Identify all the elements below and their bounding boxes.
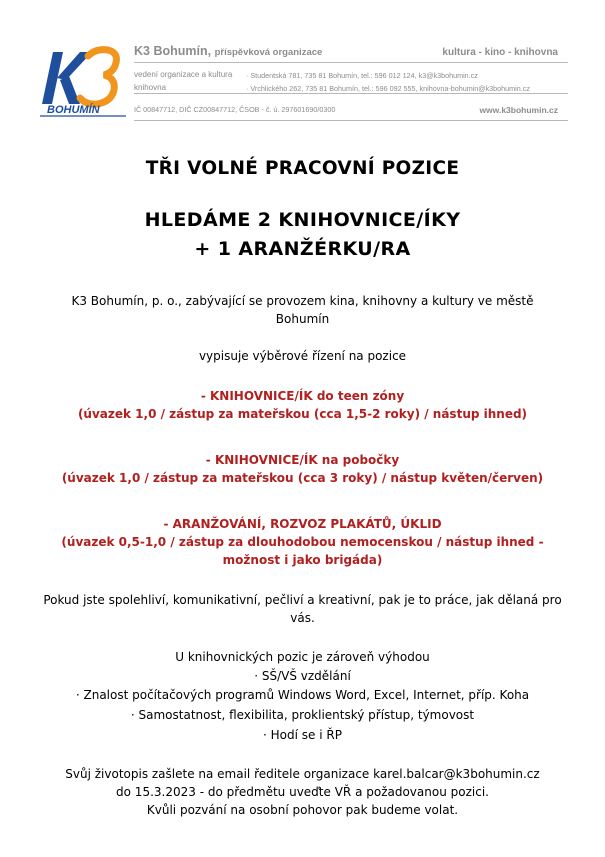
letterhead (36, 42, 568, 122)
advantages-heading: U knihovnických pozic je zároveň výhodou (175, 650, 430, 664)
position-3-title: - ARANŽOVÁNÍ, ROZVOZ PLAKÁTŮ, ÚKLID (163, 517, 442, 531)
k3-bohumin-logo (36, 42, 128, 118)
closing-line-1: Svůj životopis zašlete na email ředitele organizace karel.balcar@k3bohumin.cz (65, 767, 540, 781)
divider (134, 62, 568, 63)
website-link[interactable]: www.k3bohumin.cz (479, 105, 558, 115)
position-2-title: - KNIHOVNICE/ÍK na pobočky (205, 453, 400, 467)
advantage-item: · Samostatnost, flexibilita, proklientský přístup, týmovost (130, 708, 475, 722)
dept-label-library: knihovna (134, 83, 167, 92)
closing-line-2: do 15.3.2023 - do předmětu uveďte VŘ a požadovanou pozici. (116, 785, 489, 799)
org-tagline: kultura - kino - knihovna (442, 47, 558, 58)
logo-subtext: BOHUMÍN (47, 104, 100, 116)
position-3-details: (úvazek 0,5-1,0 / zástup za dlouhodobou nemocenskou / nástup ihned - možnost i jako brigáda) (61, 535, 544, 567)
announcement-text: vypisuje výběrové řízení na pozice (198, 349, 407, 363)
subheading-line-2: + 1 ARANŽÉRKU/RA (194, 238, 411, 260)
qualities-paragraph: Pokud jste spolehliví, komunikativní, pečliví a kreativní, pak je to práce, jak dělaná pro vás. (43, 593, 562, 625)
divider (134, 120, 568, 121)
letterhead-info (134, 42, 568, 122)
address-library: · Vrchlického 262, 735 81 Bohumín, tel.: 596 092 555, knihovna-bohumin@k3bohumin.cz (246, 84, 530, 93)
address-management: · Studentská 781, 735 81 Bohumín, tel.: 596 012 124, k3@k3bohumin.cz (246, 71, 478, 80)
company-ids: IČ 00847712, DIČ CZ00847712, ČSOB - č. ú. 297601690/0300 (134, 105, 336, 114)
advantage-item: · SŠ/VŠ vzdělání (254, 669, 351, 683)
advantage-item: · Hodí se i ŘP (263, 728, 342, 742)
subheading-line-1: HLEDÁME 2 KNIHOVNICE/ÍKY (144, 209, 461, 231)
dept-label-management: vedení organizace a kultura (134, 70, 233, 79)
advantage-item: · Znalost počítačových programů Windows Word, Excel, Internet, příp. Koha (75, 688, 530, 702)
page-title: TŘI VOLNÉ PRACOVNÍ POZICE (145, 158, 460, 179)
org-name: K3 Bohumín, příspěvková organizace (134, 44, 323, 58)
position-2-details: (úvazek 1,0 / zástup za mateřskou (cca 3 roky) / nástup květen/červen) (61, 471, 544, 485)
closing-line-3: Kvůli pozvání na osobní pohovor pak budeme volat. (146, 803, 459, 817)
position-1-title: - KNIHOVNICE/ÍK do teen zóny (200, 389, 405, 403)
position-1-details: (úvazek 1,0 / zástup za mateřskou (cca 1,5-2 roky) / nástup ihned) (77, 407, 528, 421)
intro-paragraph: K3 Bohumín, p. o., zabývající se provozem kina, knihovny a kultury ve městě Bohumín (71, 294, 534, 326)
divider (134, 93, 568, 94)
